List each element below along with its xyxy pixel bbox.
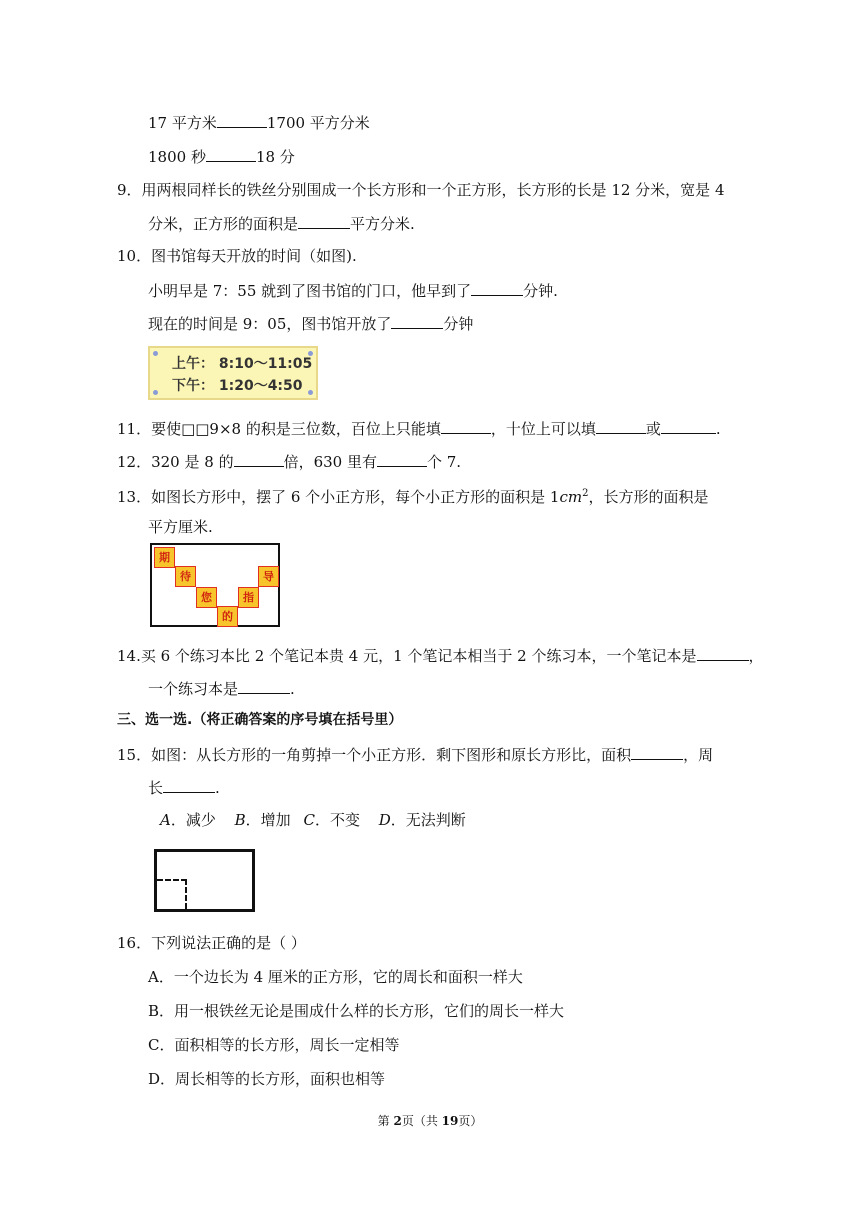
q10-line1-left: 小明早是 7：55 就到了图书馆的门口，他早到了 (148, 282, 472, 300)
answer-blank[interactable] (234, 451, 284, 467)
q8-line1-right: 1700 平方分米 (266, 114, 370, 132)
small-square: 的 (217, 606, 238, 627)
hours-morning: 上午： 8:10～11:05 (172, 356, 313, 372)
answer-blank[interactable] (596, 418, 646, 434)
q12-part-b: 倍，630 里有 (283, 453, 377, 471)
q9-line2-right: 平方分米. (350, 215, 415, 233)
q16-option-c[interactable]: C．面积相等的长方形，周长一定相等 (148, 1036, 400, 1054)
q8-line1-left: 17 平方米 (148, 114, 217, 132)
q14-line2 (148, 678, 295, 699)
q11-part-d: . (715, 420, 721, 438)
q16-option-a[interactable]: A．一个边长为 4 厘米的正方形，它的周长和面积一样大 (148, 968, 523, 986)
q11-part-c: 或 (645, 420, 661, 438)
q15-line1 (117, 744, 713, 765)
q14-line1-right: ， (748, 647, 764, 665)
q11-part-b: ，十位上可以填 (490, 420, 596, 438)
q10-line2-left: 现在的时间是 9：05，图书馆开放了 (148, 315, 392, 333)
option-b[interactable]: B．增加 (234, 811, 291, 829)
q10-line2-right: 分钟 (443, 315, 474, 333)
rectangle-figure (150, 543, 280, 627)
q14-line2-left: 一个练习本是 (148, 680, 239, 698)
pin-icon (308, 390, 313, 395)
q12-part-c: 个 7. (426, 453, 462, 471)
hours-afternoon: 下午： 1:20～4:50 (172, 378, 303, 394)
q16-stem: 16．下列说法正确的是（ ） (117, 934, 306, 952)
small-square: 期 (154, 547, 175, 568)
q8-line2-left: 1800 秒 (148, 148, 206, 166)
pin-icon (153, 351, 158, 356)
q15-line1-left: 15．如图：从长方形的一角剪掉一个小正方形．剩下图形和原长方形比，面积 (117, 746, 632, 764)
section-heading: 三、选一选.（将正确答案的序号填在括号里） (117, 712, 403, 728)
q14-line2-right: . (290, 680, 295, 698)
answer-blank[interactable] (391, 313, 443, 329)
page-footer: 第 2页（共 19页） (377, 1114, 483, 1128)
unit-exponent: 2 (582, 488, 589, 499)
answer-blank[interactable] (163, 777, 215, 793)
q11 (117, 418, 721, 439)
pin-icon (153, 390, 158, 395)
q15-line2-left: 长 (148, 779, 164, 797)
option-d[interactable]: D．无法判断 (378, 811, 466, 829)
answer-blank[interactable] (631, 744, 683, 760)
small-square: 导 (258, 566, 279, 587)
q9-line1: 9．用两根同样长的铁丝分别围成一个长方形和一个正方形，长方形的长是 12 分米，宽是 4 (117, 181, 725, 199)
option-a[interactable]: A．减少 (160, 811, 216, 829)
q8-line2 (148, 146, 295, 167)
answer-blank[interactable] (206, 146, 256, 162)
q10-line2 (148, 313, 473, 334)
q9-line2-left: 分米，正方形的面积是 (148, 215, 299, 233)
q13-line1-left: 13．如图长方形中，摆了 6 个小正方形，每个小正方形的面积是 1 (117, 488, 560, 506)
library-hours-card (148, 346, 318, 400)
q8-line1 (148, 112, 370, 133)
q10-line1-right: 分钟. (523, 282, 558, 300)
q15-options (160, 810, 466, 830)
unit-cm: cm (559, 488, 583, 506)
q15-line1-right: ，周 (683, 746, 714, 764)
page-total: 19 (441, 1114, 459, 1128)
answer-blank[interactable] (471, 280, 523, 296)
answer-blank[interactable] (697, 645, 749, 661)
answer-blank[interactable] (441, 418, 491, 434)
q9-line2 (148, 213, 415, 234)
q14-line1-left: 14.买 6 个练习本比 2 个笔记本贵 4 元，1 个笔记本相当于 2 个练习本，一个笔记本是 (117, 647, 697, 665)
q12-part-a: 12．320 是 8 的 (117, 453, 234, 471)
q12 (117, 451, 461, 472)
q16-option-d[interactable]: D．周长相等的长方形，面积也相等 (148, 1070, 386, 1088)
q16-option-b[interactable]: B．用一根铁丝无论是围成什么样的长方形，它们的周长一样大 (148, 1002, 565, 1020)
option-c[interactable]: C．不变 (303, 811, 360, 829)
small-square: 您 (196, 587, 217, 608)
q15-line2-right: . (215, 779, 220, 797)
cut-square (157, 879, 187, 909)
answer-blank[interactable] (661, 418, 716, 434)
answer-blank[interactable] (238, 678, 290, 694)
answer-blank[interactable] (377, 451, 427, 467)
page-number: 2 (393, 1114, 402, 1128)
q11-part-a: 11．要使□□9×8 的积是三位数，百位上只能填 (117, 420, 441, 438)
q14-line1 (117, 645, 764, 666)
small-square: 待 (175, 566, 196, 587)
q13-line1-right: ，长方形的面积是 (588, 488, 709, 506)
q8-line2-right: 18 分 (255, 148, 295, 166)
cut-rectangle-figure (154, 849, 255, 912)
q15-line2 (148, 777, 220, 798)
q13-line1 (117, 484, 709, 507)
answer-blank[interactable] (217, 112, 267, 128)
q10-title: 10．图书馆每天开放的时间（如图). (117, 247, 357, 265)
q13-line2: 平方厘米. (148, 518, 213, 536)
q10-line1 (148, 280, 558, 301)
small-square: 指 (238, 587, 259, 608)
answer-blank[interactable] (298, 213, 350, 229)
